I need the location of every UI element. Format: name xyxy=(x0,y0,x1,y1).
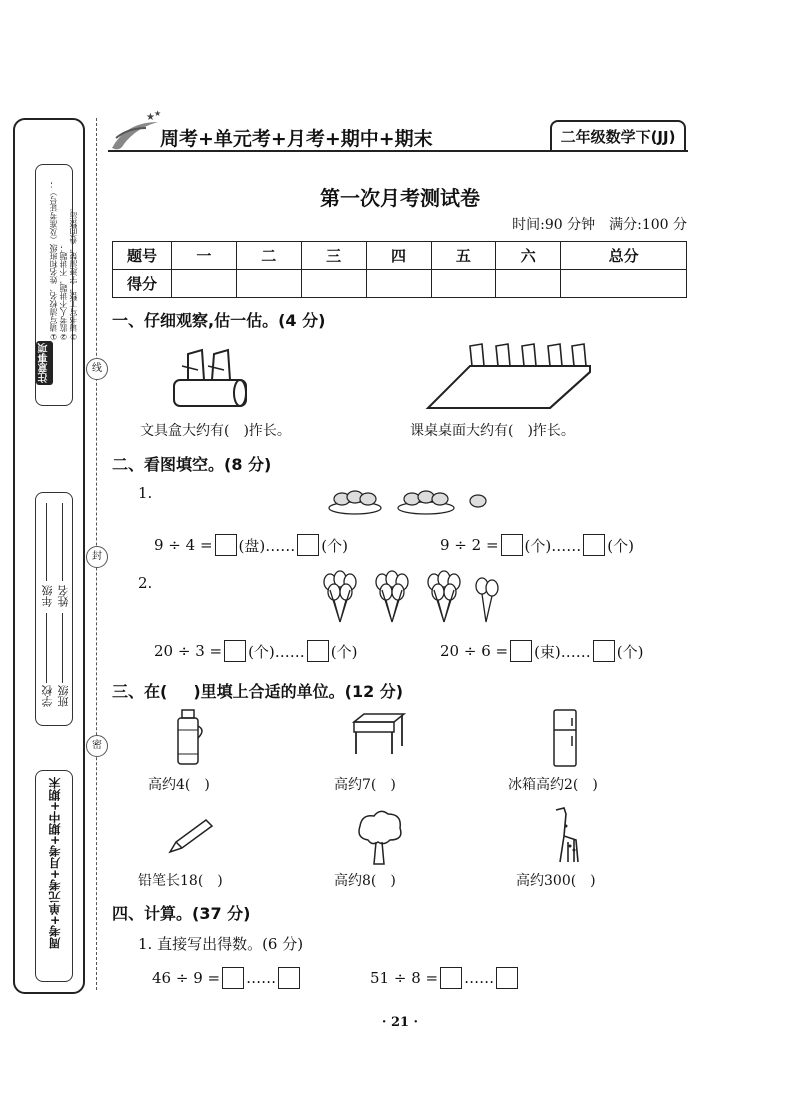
score-table xyxy=(112,241,687,298)
score-header-cell: 四 xyxy=(366,242,431,270)
answer-box[interactable] xyxy=(510,640,532,662)
score-cell[interactable] xyxy=(431,270,496,298)
table-desk-icon xyxy=(350,712,406,758)
score-cell[interactable] xyxy=(236,270,301,298)
score-header-cell: 五 xyxy=(431,242,496,270)
desk-hand-spans-illustration xyxy=(420,340,600,412)
notice-item-3: ③请书写工整，字迹清楚，卷面整洁。 xyxy=(69,204,78,341)
field-school-line xyxy=(46,613,47,683)
equation-3 xyxy=(154,640,358,662)
answer-box[interactable] xyxy=(583,534,605,556)
answer-box[interactable] xyxy=(278,967,300,989)
brand-vertical: 周考+单元考+月考+期中+期末 xyxy=(48,777,62,950)
field-grade-line xyxy=(46,503,47,581)
pencil-icon xyxy=(166,816,216,856)
calc-equation-2 xyxy=(370,967,520,989)
equation-4-unit-2: (个) xyxy=(616,642,644,661)
section-3-heading xyxy=(112,679,403,702)
score-row-label: 得分 xyxy=(113,270,172,298)
equation-4-left: 20 ÷ 6 = xyxy=(440,642,509,660)
answer-box[interactable] xyxy=(496,967,518,989)
cut-mark-top: 线 xyxy=(86,358,108,380)
grade-label: 二年级数学下(JJ) xyxy=(550,120,686,152)
section-3-heading-a: 三、在( xyxy=(112,682,168,701)
section-3-heading-b: )里填上合适的单位。(12 分) xyxy=(193,682,404,701)
refrigerator-icon xyxy=(550,708,580,770)
equation-2-unit-2: (个) xyxy=(607,536,634,555)
unit-item-fridge: 冰箱高约2( ) xyxy=(508,777,598,793)
unit-item-table: 高约7( ) xyxy=(334,777,396,793)
equation-2-left: 9 ÷ 2 = xyxy=(440,536,499,554)
cut-mark-middle: 封 xyxy=(86,546,108,568)
answer-box[interactable] xyxy=(222,967,244,989)
calc-equation-2-dots: …… xyxy=(464,969,495,987)
answer-box[interactable] xyxy=(224,640,246,662)
section-1-heading: 一、仔细观察,估一估。(4 分) xyxy=(112,311,326,330)
pencil-box-hand-span-illustration xyxy=(168,346,258,412)
answer-box[interactable] xyxy=(593,640,615,662)
unit-item-giraffe: 高约300( ) xyxy=(516,873,596,889)
calc-equation-1-dots: …… xyxy=(246,969,277,987)
section-1-question-2: 课桌桌面大约有( )拃长。 xyxy=(410,423,575,439)
tree-icon xyxy=(352,808,406,866)
section-2-number-2: 2. xyxy=(138,574,153,592)
score-header-cell: 一 xyxy=(172,242,237,270)
answer-box[interactable] xyxy=(297,534,319,556)
plates-of-buns-illustration xyxy=(328,484,498,516)
equation-3-unit-2: (个) xyxy=(330,642,358,661)
section-4-sub-1: 1. 直接写出得数。(6 分) xyxy=(138,935,304,953)
score-header-cell: 六 xyxy=(496,242,561,270)
score-header-cell: 三 xyxy=(301,242,366,270)
unit-item-thermos: 高约4( ) xyxy=(148,777,210,793)
time-info: 时间:90 分钟 满分:100 分 xyxy=(512,217,687,233)
equation-3-left: 20 ÷ 3 = xyxy=(154,642,223,660)
equation-1-unit-2: (个) xyxy=(321,536,348,555)
score-header-cell: 题号 xyxy=(113,242,172,270)
page-number: · 21 · xyxy=(381,1015,419,1030)
calc-equation-1 xyxy=(152,967,302,989)
answer-box[interactable] xyxy=(440,967,462,989)
balloon-bunches-illustration xyxy=(318,570,502,626)
cut-mark-bottom: 密 xyxy=(86,735,108,757)
equation-1 xyxy=(154,534,348,556)
notice-item-1: ①请写清校名、姓名和班级（及准考证号）； xyxy=(49,180,58,341)
binding-sidebar xyxy=(13,118,85,994)
unit-item-tree: 高约8( ) xyxy=(334,873,396,889)
field-class-line xyxy=(62,613,63,683)
section-2-heading: 二、看图填空。(8 分) xyxy=(112,455,272,474)
equation-2-unit-1: (个)…… xyxy=(524,536,582,555)
svg-text:★: ★ xyxy=(154,109,162,118)
section-4-heading: 四、计算。(37 分) xyxy=(112,904,251,923)
field-class-label: 班级 xyxy=(57,685,70,707)
score-cell[interactable] xyxy=(561,270,687,298)
header-brand: 周考+单元考+月考+期中+期末 xyxy=(160,128,433,150)
section-1-question-1: 文具盒大约有( )拃长。 xyxy=(140,423,291,439)
equation-1-unit-1: (盘)…… xyxy=(238,536,296,555)
score-header-cell: 总分 xyxy=(561,242,687,270)
giraffe-icon xyxy=(550,806,584,866)
score-cell[interactable] xyxy=(301,270,366,298)
score-header-cell: 二 xyxy=(236,242,301,270)
section-2-number-1: 1. xyxy=(138,484,153,502)
calc-equation-1-left: 46 ÷ 9 = xyxy=(152,969,221,987)
svg-text:★: ★ xyxy=(146,112,155,123)
score-header-row xyxy=(113,242,687,270)
score-value-row xyxy=(113,270,687,298)
answer-box[interactable] xyxy=(501,534,523,556)
answer-box[interactable] xyxy=(215,534,237,556)
score-cell[interactable] xyxy=(366,270,431,298)
calc-equation-2-left: 51 ÷ 8 = xyxy=(370,969,439,987)
thermos-icon xyxy=(172,708,206,768)
answer-box[interactable] xyxy=(307,640,329,662)
score-cell[interactable] xyxy=(172,270,237,298)
student-info-box xyxy=(35,492,73,726)
equation-2 xyxy=(440,534,634,556)
unit-item-pencil: 铅笔长18( ) xyxy=(138,873,223,889)
equation-3-unit-1: (个)…… xyxy=(248,642,305,661)
equation-4-unit-1: (束)…… xyxy=(534,642,591,661)
equation-4 xyxy=(440,640,644,662)
notice-title: 注意事项 xyxy=(36,341,53,385)
notice-item-2: ②监考人不讲题，不讲题； xyxy=(59,244,68,341)
brand-vertical-box xyxy=(35,770,73,982)
field-grade-label: 年级 xyxy=(41,585,54,607)
field-name-label: 姓名 xyxy=(57,585,70,607)
equation-1-left: 9 ÷ 4 = xyxy=(154,536,213,554)
field-school-label: 学校 xyxy=(41,685,54,707)
score-cell[interactable] xyxy=(496,270,561,298)
exam-title: 第一次月考测试卷 xyxy=(320,186,480,210)
field-name-line xyxy=(62,503,63,581)
